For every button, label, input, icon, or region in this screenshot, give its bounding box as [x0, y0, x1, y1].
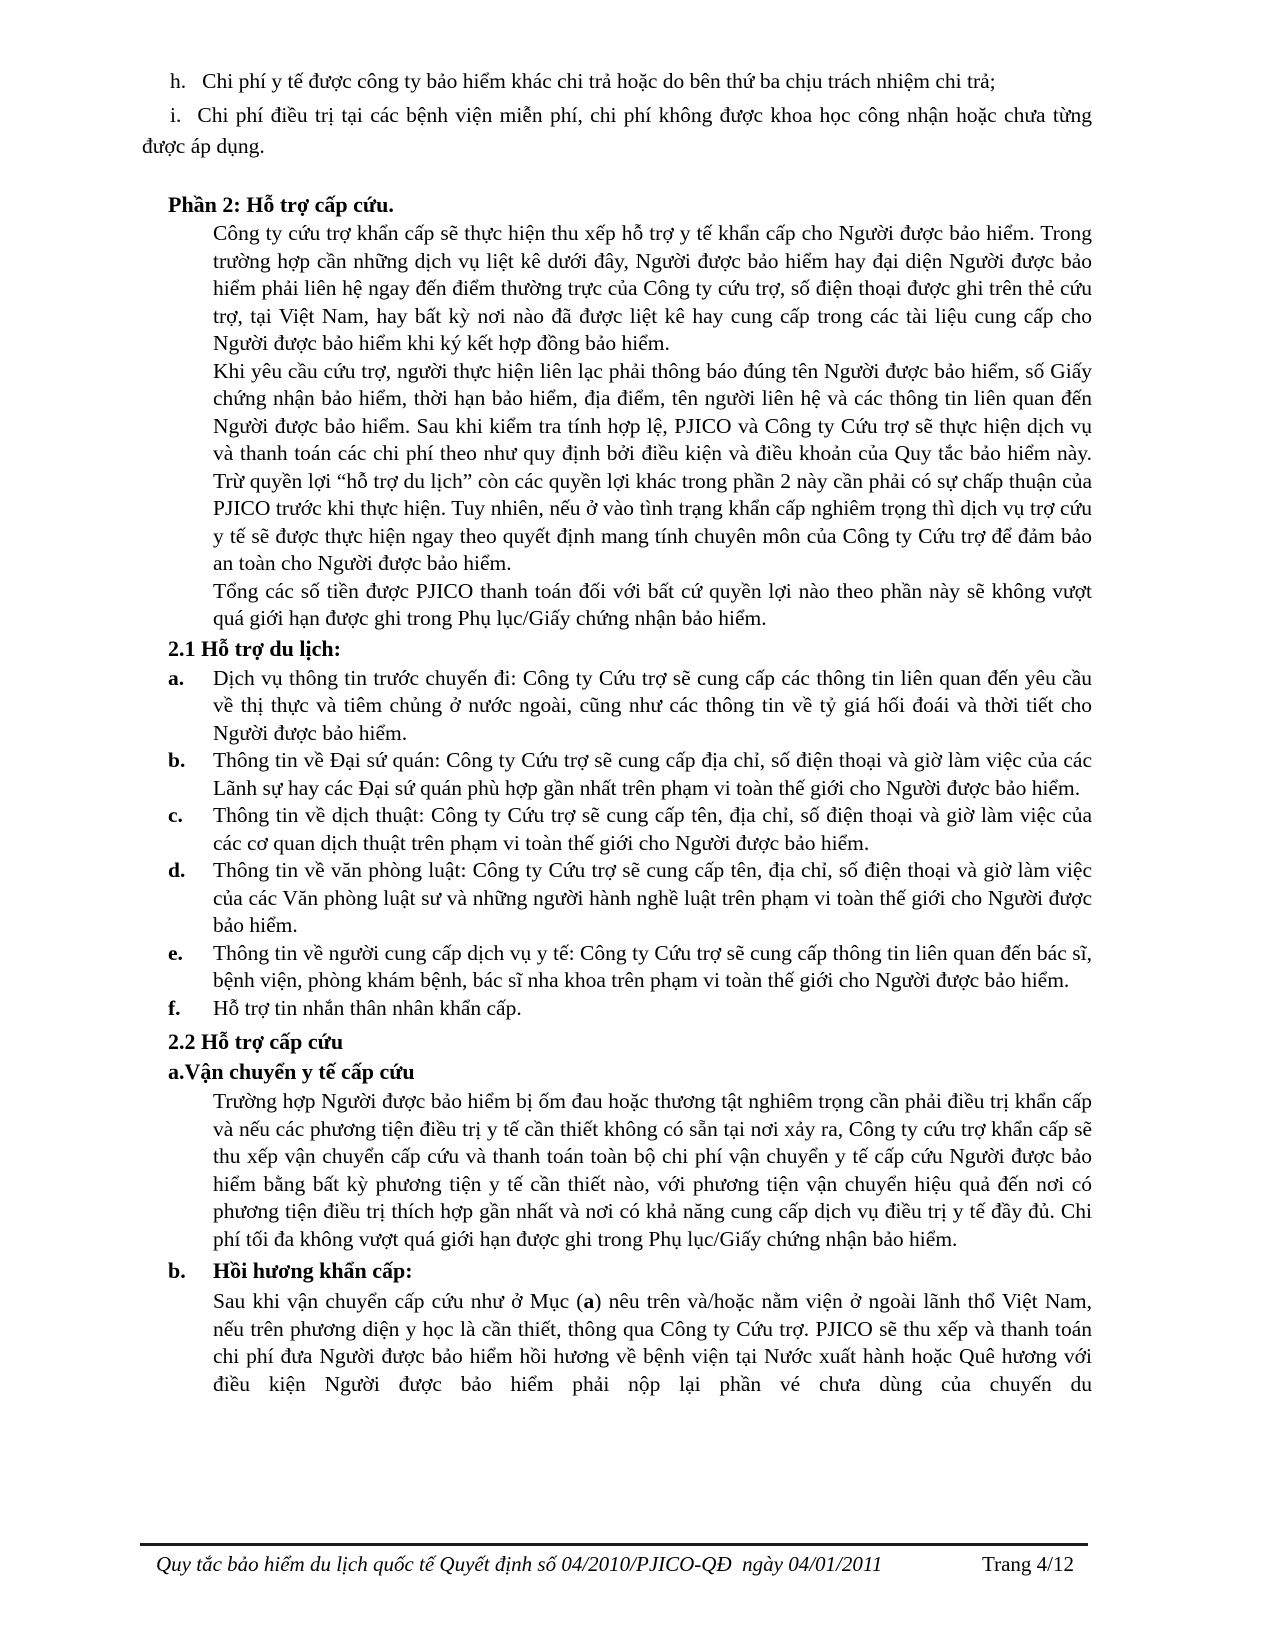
list-item-text: Thông tin về văn phòng luật: Công ty Cứu trợ sẽ cung cấp tên, địa chỉ, số điện thoại và giờ làm việc của các Văn phòng luật sư và những người hành nghề luật trên phạm vi toàn thế giới cho Người được bảo hiểm.	[213, 858, 1092, 937]
list-item-f	[168, 995, 1092, 1023]
list-item-text: Thông tin về người cung cấp dịch vụ y tế: Công ty Cứu trợ sẽ cung cấp thông tin liên quan đến bác sĩ, bệnh viện, phòng khám bệnh, bác sĩ nha khoa trên phạm vi toàn thế giới cho Người được bảo hiểm.	[213, 940, 1092, 992]
list-item-text: Hỗ trợ tin nhắn thân nhân khẩn cấp.	[213, 995, 522, 1020]
section-heading-2-2-b	[168, 1257, 1092, 1285]
paragraph: Công ty cứu trợ khẩn cấp sẽ thực hiện thu xếp hỗ trợ y tế khẩn cấp cho Người được bảo hiểm. Trong trường hợp cần những dịch vụ liệt kê dưới đây, Người được bảo hiểm hay đại diện Người được bảo hiểm phải liên hệ ngay đến điểm thường trực của Công ty cứu trợ, số điện thoại được ghi trên thẻ cứu trợ, tại Việt Nam, hay bất kỳ nơi nào đã được liệt kê hay cung cấp trong các tài liệu cung cấp cho Người được bảo hiểm khi ký kết hợp đồng bảo hiểm.	[213, 221, 1092, 355]
list-item-b	[168, 747, 1092, 802]
paragraph	[213, 1288, 1092, 1398]
paragraph: Tổng các số tiền được PJICO thanh toán đối với bất cứ quyền lợi nào theo phần này sẽ không vượt quá giới hạn được ghi trong Phụ lục/Giấy chứng nhận bảo hiểm.	[213, 578, 1092, 630]
list-item-text: Thông tin về dịch thuật: Công ty Cứu trợ sẽ cung cấp tên, địa chỉ, số điện thoại và giờ làm việc của các cơ quan dịch thuật trên phạm vi toàn thế giới cho Người được bảo hiểm.	[213, 803, 1092, 855]
list-label: b.	[168, 748, 186, 772]
paragraph: Trường hợp Người được bảo hiểm bị ốm đau hoặc thương tật nghiêm trọng cần phải điều trị khẩn cấp và nếu các phương tiện điều trị y tế cần thiết không có sẵn tại nơi xảy ra, Công ty cứu trợ khẩn cấp sẽ thu xếp vận chuyển cấp cứu và thanh toán toàn bộ chi phí vận chuyển y tế cấp cứu Người được bảo hiểm bằng bất kỳ phương tiện y tế cần thiết nào, với phương tiện vận chuyển hiệu quả đến nơi có phương tiện điều trị thích hợp gần nhất và nơi có khả năng cung cấp dịch vụ điều trị y tế đầy đủ. Chi phí tối đa không vượt quá giới hạn được ghi trong Phụ lục/Giấy chứng nhận bảo hiểm.	[213, 1089, 1092, 1251]
list-label: h.	[170, 69, 187, 93]
list-label: a.	[168, 665, 185, 690]
section-heading-2-2-a: a.Vận chuyển y tế cấp cứu	[168, 1059, 415, 1084]
bold-reference-a: a	[583, 1289, 595, 1313]
list-item-i	[142, 100, 1092, 162]
page-footer	[140, 1543, 1088, 1577]
list-item-text: Thông tin về Đại sứ quán: Công ty Cứu trợ sẽ cung cấp địa chỉ, số điện thoại và giờ làm việc của các Lãnh sự hay các Đại sứ quán phù hợp gần nhất trên phạm vi toàn thế giới cho Người được bảo hiểm.	[213, 748, 1092, 800]
footer-page-number: Trang 4/12	[982, 1552, 1074, 1576]
footer-document-reference: Quy tắc bảo hiểm du lịch quốc tế Quyết định số 04/2010/PJICO-QĐ ngày 04/01/2011	[156, 1552, 883, 1576]
list-item-text: Dịch vụ thông tin trước chuyến đi: Công ty Cứu trợ sẽ cung cấp các thông tin liên quan đến yêu cầu về thị thực và tiêm chủng ở nước ngoài, cũng như các thông tin về tỷ giá hối đoái và thời tiết cho Người được bảo hiểm.	[213, 665, 1092, 745]
section-heading-2-2: 2.2 Hỗ trợ cấp cứu	[168, 1029, 344, 1054]
list-item-h	[142, 66, 1092, 97]
list-label: i.	[170, 103, 182, 127]
list-label: f.	[168, 995, 181, 1020]
list-item-e	[168, 940, 1092, 995]
list-item-d	[168, 857, 1092, 940]
paragraph-text: Sau khi vận chuyển cấp cứu như ở Mục (	[213, 1289, 584, 1313]
list-item-a	[168, 665, 1092, 748]
list-label: c.	[168, 803, 183, 827]
section-heading-text: Hồi hương khẩn cấp:	[213, 1258, 413, 1283]
paragraph-text: ) nêu trên và/hoặc nằm viện ở ngoài lãnh thổ Việt Nam, nếu trên phương diện y học là cần thiết, thông qua Công ty Cứu trợ. PJICO sẽ thu xếp và thanh toán chi phí đưa Người được bảo hiểm hồi hương về bệnh viện tại Nước xuất hành hoặc Quê hương với điều kiện Người được bảo hiểm phải nộp lại phần vé chưa dùng của chuyến du	[213, 1289, 1092, 1396]
section-heading-2-1: 2.1 Hỗ trợ du lịch:	[168, 635, 341, 661]
list-item-text: Chi phí điều trị tại các bệnh viện miễn phí, chi phí không được khoa học công nhận hoặc chưa từng được áp dụng.	[142, 103, 1092, 158]
list-label: e.	[168, 940, 183, 965]
list-label: d.	[168, 858, 186, 882]
list-label: b.	[168, 1258, 186, 1283]
list-item-text: Chi phí y tế được công ty bảo hiểm khác chi trả hoặc do bên thứ ba chịu trách nhiệm chi trả;	[202, 69, 996, 93]
paragraph: Khi yêu cầu cứu trợ, người thực hiện liên lạc phải thông báo đúng tên Người được bảo hiểm, số Giấy chứng nhận bảo hiểm, thời hạn bảo hiểm, địa điểm, tên người liên hệ và các thông tin liên quan đến Người được bảo hiểm. Sau khi kiểm tra tính hợp lệ, PJICO và Công ty Cứu trợ sẽ thực hiện dịch vụ và thanh toán các chi phí theo như quy định bởi điều kiện và điều khoản của Quy tắc bảo hiểm này. Trừ quyền lợi “hỗ trợ du lịch” còn các quyền lợi khác trong phần 2 này cần phải có sự chấp thuận của PJICO trước khi thực hiện. Tuy nhiên, nếu ở vào tình trạng khẩn cấp nghiêm trọng thì dịch vụ trợ cứu y tế sẽ được thực hiện ngay theo quyết định mang tính chuyên môn của Công ty Cứu trợ để đảm bảo an toàn cho Người được bảo hiểm.	[213, 358, 1092, 575]
document-body	[142, 66, 1092, 1398]
section-heading-part2: Phần 2: Hỗ trợ cấp cứu.	[168, 192, 394, 217]
list-item-c	[168, 802, 1092, 857]
